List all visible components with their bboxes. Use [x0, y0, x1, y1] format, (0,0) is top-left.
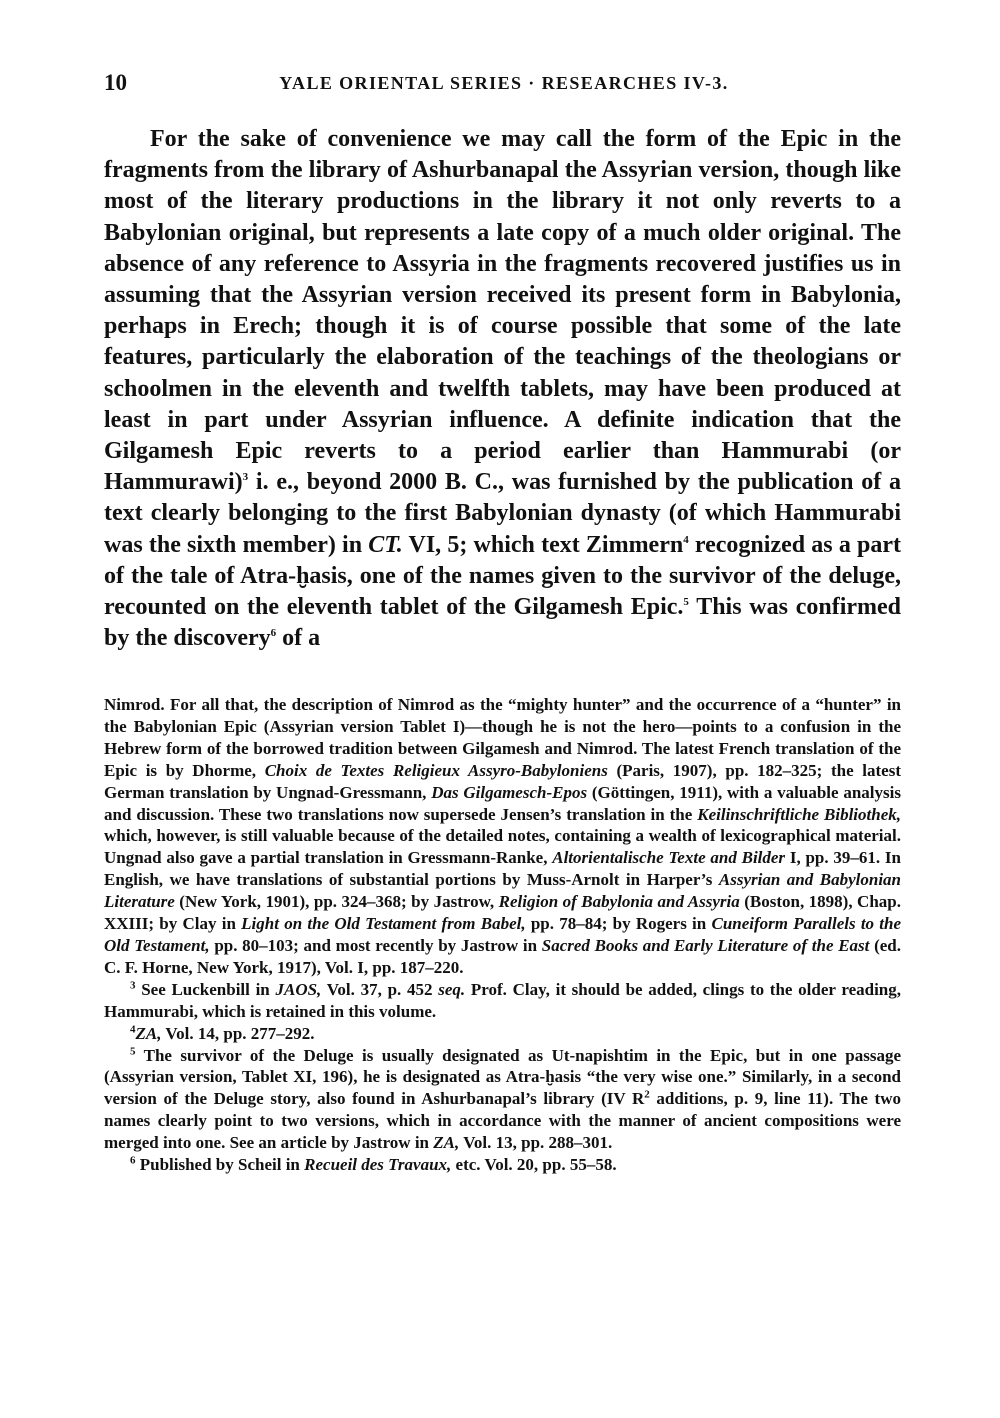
citation-ct: CT. [368, 531, 403, 558]
journal-title: JAOS, [275, 979, 322, 999]
text-run: Published by Scheil in [135, 1155, 305, 1175]
text-run: Vol. 13, pp. 288–301. [459, 1133, 613, 1153]
page-number: 10 [104, 70, 127, 95]
text-run: (ed. C. F. Horne, New York, 1917), Vol. I, pp. 187–220. [104, 935, 902, 977]
text-run: which, however, is still valuable because of the detailed notes, containing a wealth of lexicographical material. Ungnad also gave a partial translation in Gressmann-Ranke, [104, 826, 901, 868]
text-run: This was confirmed by the discovery [104, 594, 901, 652]
text-run: (Paris, 1907), pp. 182–325; the latest German translation by Ungnad-Gressmann, [104, 760, 901, 802]
text-run: Prof. Clay, it should be added, clings to the older reading, Hammurabi, which is retained in this volume. [104, 979, 902, 1021]
text-run: Vol. 37, p. 452 [321, 979, 439, 999]
text-run: Nimrod. For all that, the description of Nimrod as the “mighty hunter” and the occurrence of a “hunter” in the Babylonian Epic (Assyrian version Tablet I)—though he is not the hero—points to a confusion in the Hebrew form of the borrowed tradition between Gilgamesh and Nimrod. The latest French translation of the Epic is by Dhorme, [104, 695, 901, 780]
text-run: pp. 78–84; by Rogers in [525, 914, 712, 934]
journal-title: ZA, [433, 1133, 460, 1153]
footnote-ref-3: 3 [242, 471, 249, 484]
body-paragraph [104, 124, 901, 654]
book-title: Altorientalische Texte and Bilder [552, 848, 786, 868]
text-run: (New York, 1901), pp. 324–368; by Jastrow, [174, 892, 499, 912]
footnote-number: 5 [130, 1044, 136, 1057]
text-run: (Göttingen, 1911), with a valuable analysis and discussion. These two translations now supersede Jensen’s translation in the [104, 782, 901, 824]
footnote-number: 4 [130, 1022, 136, 1035]
text-run: VI, 5; which text Zimmern [402, 531, 684, 558]
journal-title: ZA, [135, 1023, 162, 1043]
footnote-number: 6 [130, 1154, 136, 1167]
footnote-ref-5: 5 [683, 596, 689, 609]
book-title: Choix de Textes Religieux Assyro-Babyloniens [264, 760, 608, 780]
text-run: recognized as a part of the tale of Atra-ḫasis, one of the names given to the survivor of the deluge, recounted on the eleventh tablet of the Gilgamesh Epic. [104, 531, 902, 621]
text-run: i. e., beyond 2000 B. C., was furnished by the publication of a text clearly belonging to the first Babylonian dynasty (of which Hammurabi was the sixth member) in [104, 469, 901, 558]
book-title: Sacred Books and Early Literature of the East [541, 935, 870, 955]
page-header [104, 70, 904, 100]
text-run: Vol. 14, pp. 277–292. [161, 1023, 315, 1043]
footnote-6 [104, 1154, 901, 1176]
text-run: pp. 80–103; and most recently by Jastrow in [209, 935, 542, 955]
text-run: I, pp. 39–61. In English, we have translations of substantial portions by Muss-Arnolt in Harper’s [104, 848, 901, 890]
book-title: Das Gilgamesch-Epos [431, 782, 588, 802]
book-title: Assyrian and Babylonian Literature [104, 870, 901, 912]
superscript: 2 [644, 1088, 650, 1101]
text-run: (Boston, 1898), Chap. XXIII; by Clay in [104, 892, 901, 934]
book-title: Light on the Old Testament from Babel, [241, 914, 526, 934]
abbreviation: seq. [438, 979, 466, 999]
footnote-continued [104, 694, 901, 979]
footnote-ref-4: 4 [683, 533, 689, 546]
footnotes [104, 694, 901, 1176]
text-run: The survivor of the Deluge is usually designated as Ut-napishtim in the Epic, but in one passage (Assyrian version, Tablet XI, 196), he is designated as Atra-ḫasis “the very wise one.” Similarly, in a second version of the Deluge story, also found in Ashurbanapal’s library (IV R [104, 1045, 901, 1109]
text-run: See Luckenbill in [135, 979, 276, 999]
text-run: etc. Vol. 20, pp. 55–58. [451, 1155, 617, 1175]
text-run: For the sake of convenience we may call the form of the Epic in the fragments from the library of Ashurbanapal the Assyrian version, though like most of the literary productions in the library it not only reverts to a Babylonian original, but represents a late copy of a much older original. The absence of any reference to Assyria in the fragments recovered justifies us in assuming that the Assyrian version received its present form in Babylonia, perhaps in Erech; though it is of course possible that some of the late features, particularly the elaboration of the teachings of the theologians or schoolmen in the eleventh and twelfth tablets, may have been produced at least in part under Assyrian influence. A definite indication that the Gilgamesh Epic reverts to a period earlier than Hammurabi (or Hammurawi) [104, 126, 901, 496]
text-run: additions, p. 9, line 11). The two names clearly point to two versions, which in accordance with the manner of ancient compositions were merged into one. See an article by Jastrow in [104, 1089, 901, 1153]
journal-title: Recueil des Travaux, [304, 1155, 452, 1175]
book-title: Cuneiform Parallels to the Old Testament, [104, 914, 902, 955]
footnote-5 [104, 1045, 901, 1155]
book-title: Religion of Babylonia and Assyria [498, 892, 740, 912]
main-text [104, 124, 901, 654]
footnote-3 [104, 979, 901, 1023]
footnote-ref-6: 6 [270, 627, 277, 640]
running-head: YALE ORIENTAL SERIES · RESEARCHES IV-3. [279, 73, 729, 93]
text-run: of a [276, 625, 321, 652]
book-title: Keilinschriftliche Bibliothek, [697, 804, 901, 824]
footnote-number: 3 [130, 979, 136, 992]
footnote-4 [104, 1023, 901, 1045]
